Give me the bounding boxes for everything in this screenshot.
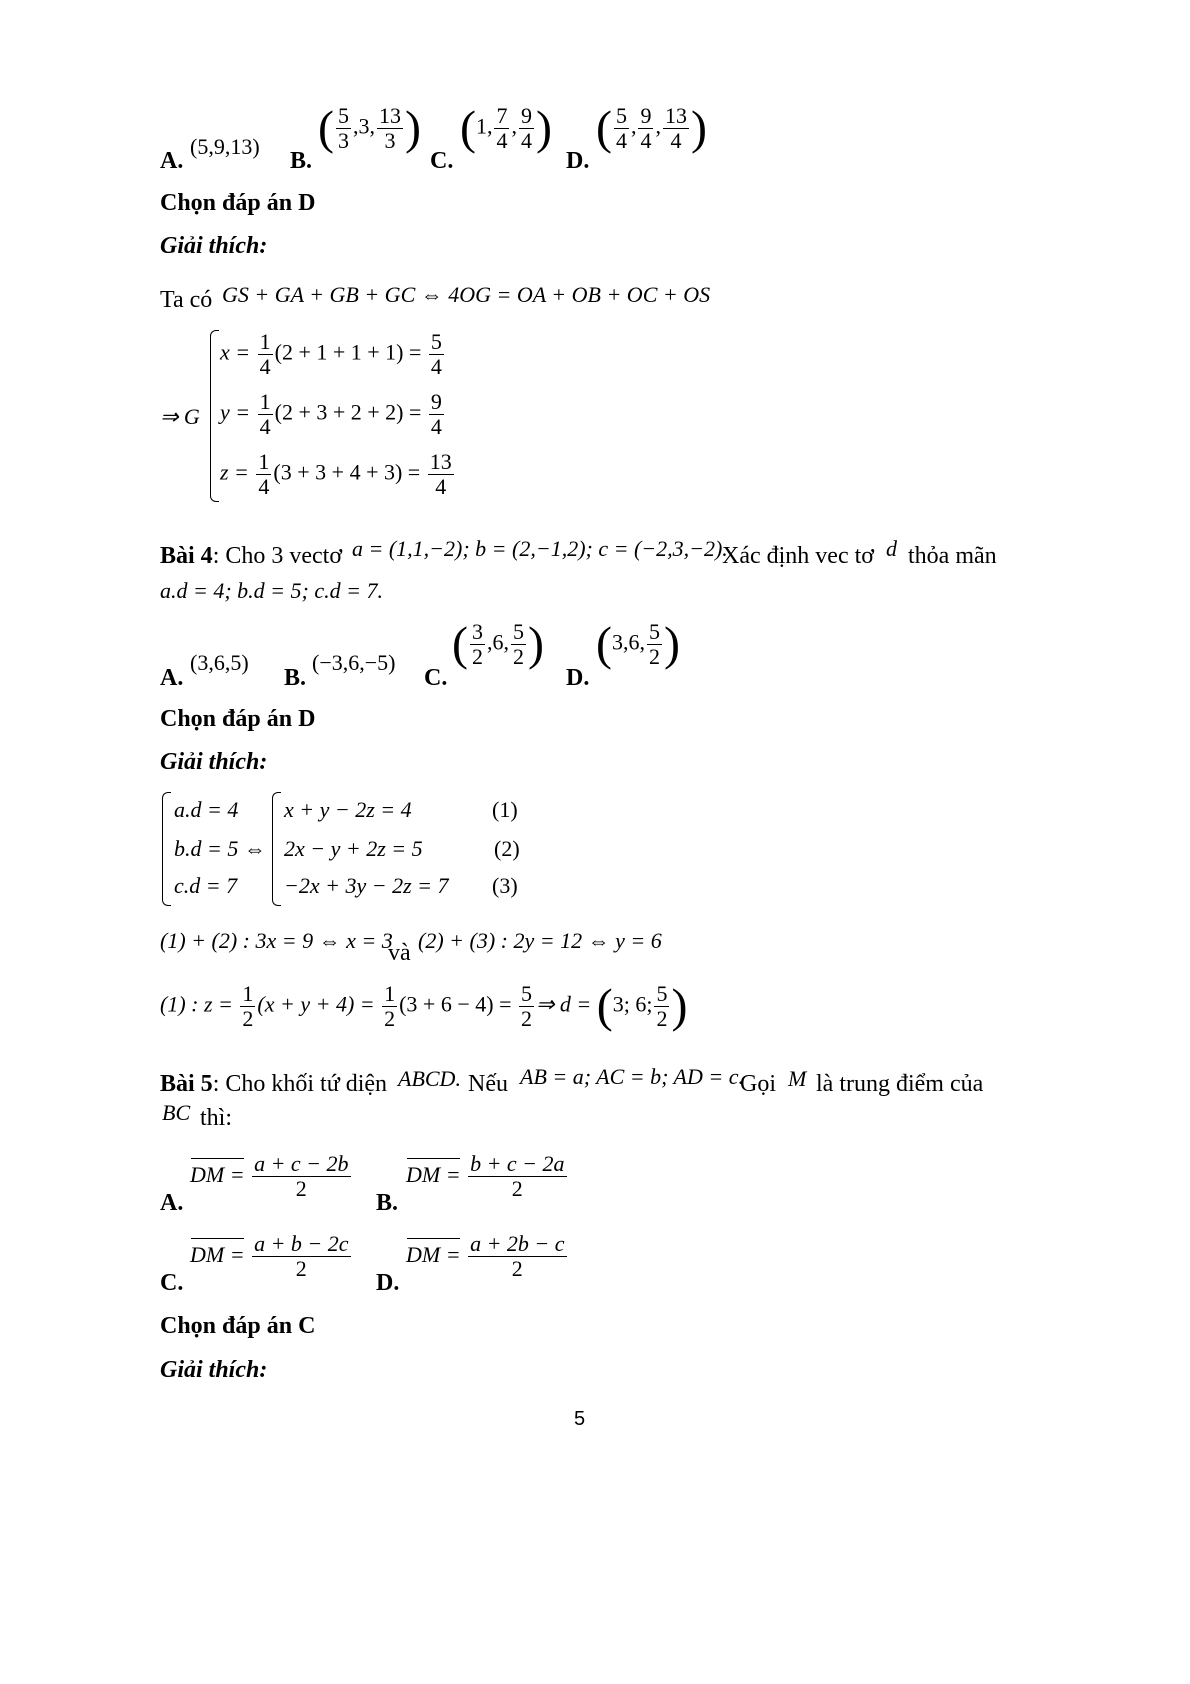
q4-step-3: (1) : z = $\frac{1}{2}$ (x + y + 4) = $\frac{1}{2}$ (3 + 6 − 4) = $\frac{5}{2}$ ⇒ d = (3; 6; $\frac{5}{2}$ ) [160,979,688,1033]
q5-option-c: DM = $\frac{a + b - 2c}{2}$ [190,1231,349,1282]
q5-bc: BC [162,1100,191,1125]
q3-z-equation: z = $\frac{1}{4}$ (3 + 3 + 4 + 3) = $\frac{13}{4}$ [220,449,452,500]
q4-stem-3: thỏa mãn [908,543,997,569]
q4-option-b: (−3,6,−5) [312,650,396,675]
q4-answer: Chọn đáp án D [160,706,316,732]
q3-option-b-label: B. [290,148,313,174]
q5-answer: Chọn đáp án C [160,1313,316,1339]
q4-sys-r3: −2x + 3y − 2z = 7 [284,873,449,898]
q4-step-1: (1) + (2) : 3x = 9 ⇔ x = 3 [160,928,393,953]
q4-va: và [388,940,411,966]
q4-option-d-label: D. [566,665,590,691]
q3-implies-g: ⇒ G [160,404,200,429]
q3-option-d: ( $\frac{5}{4}$ , $\frac{9}{4}$ , $\frac{13}{4}$ ) [596,101,707,155]
q4-option-c-label: C. [424,665,448,691]
q5-option-d: DM = $\frac{a + 2b - c}{2}$ [406,1231,565,1282]
q4-vector-d: d [886,536,897,561]
q5-option-b-label: B. [376,1190,399,1216]
q5-explain-heading: Giải thích: [160,1357,268,1383]
q5-vectors: AB = a; AC = b; AD = c. [520,1064,744,1089]
q4-sys-l1: a.d = 4 [174,797,239,822]
q5-option-b: DM = $\frac{b + c - 2a}{2}$ [406,1151,565,1202]
q4-option-a-label: A. [160,665,184,691]
q4-option-d: (3,6, $\frac{5}{2}$ ) [596,617,680,671]
q5-stem-2: Nếu [468,1071,508,1097]
q3-option-d-label: D. [566,148,590,174]
q5-stem-5: thì: [200,1105,233,1131]
q4-sys-l2: b.d = 5 ⇔ [174,836,266,861]
q4-vectors: a = (1,1,−2); b = (2,−1,2); c = (−2,3,−2). [352,536,728,561]
q3-answer: Chọn đáp án D [160,190,316,216]
q3-system-brace [210,330,219,502]
q4-option-c: ( $\frac{3}{2}$ ,6, $\frac{5}{2}$ ) [452,617,544,671]
q5-option-d-label: D. [376,1270,400,1296]
q4-option-a: (3,6,5) [190,650,249,675]
q4-sys-r1: x + y − 2z = 4 [284,797,412,822]
q5-stem: Bài 5: Cho khối tứ diện [160,1071,388,1097]
q3-option-a-label: A. [160,148,184,174]
q3-x-equation: x = $\frac{1}{4}$ (2 + 1 + 1 + 1) = $\frac{5}{4}$ [220,329,442,380]
q5-option-a-label: A. [160,1190,184,1216]
q5-option-c-label: C. [160,1270,184,1296]
q4-right-brace [272,792,281,906]
q4-sys-l3: c.d = 7 [174,873,238,898]
q4-option-b-label: B. [284,665,307,691]
q3-option-c-label: C. [430,148,454,174]
q5-stem-3: Gọi [740,1071,776,1097]
q5-option-a: DM = $\frac{a + c - 2b}{2}$ [190,1151,349,1202]
q5-m: M [788,1066,807,1091]
q3-vector-equation: GS + GA + GB + GC ⇔ 4OG = OA + OB + OC + OS [222,282,711,307]
q3-option-b: ( $\frac{5}{3}$ ,3, $\frac{13}{3}$ ) [318,101,421,155]
q4-stem-2: Xác định vec tơ [722,543,874,569]
q3-option-c: (1, $\frac{7}{4}$ , $\frac{9}{4}$ ) [460,101,552,155]
q4-sys-r2: 2x − y + 2z = 5 [284,836,423,861]
q5-abcd: ABCD. [398,1066,461,1091]
q4-conditions: a.d = 4; b.d = 5; c.d = 7. [160,578,383,603]
q4-tag-2: (2) [494,836,520,861]
q3-explain-heading: Giải thích: [160,233,268,259]
q3-ta-co: Ta có [160,287,213,313]
q4-stem: Bài 4: Cho 3 vectơ [160,543,343,569]
q4-explain-heading: Giải thích: [160,749,268,775]
q4-tag-1: (1) [492,797,518,822]
q3-y-equation: y = $\frac{1}{4}$ (2 + 3 + 2 + 2) = $\frac{9}{4}$ [220,389,442,440]
q4-step-2: (2) + (3) : 2y = 12 ⇔ y = 6 [418,928,662,953]
q3-option-a: (5,9,13) [190,134,260,159]
page-number: 5 [574,1408,586,1430]
q4-tag-3: (3) [492,873,518,898]
q4-left-brace [162,792,171,906]
q5-stem-4: là trung điểm của [816,1071,984,1097]
